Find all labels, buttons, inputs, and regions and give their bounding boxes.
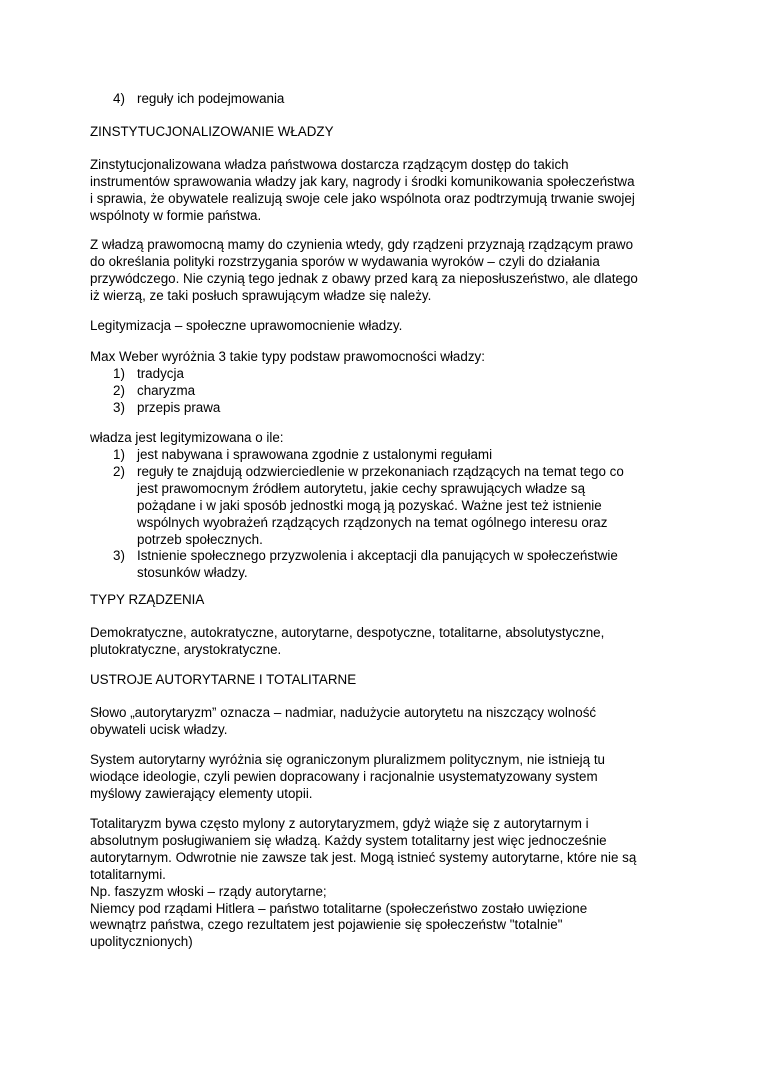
text-line: System autorytarny wyróżnia się ograniczonym pluralizmem politycznym, nie istnieją tu xyxy=(90,752,605,767)
list-text xyxy=(137,464,624,549)
text-line: wewnątrz państwa, czego rezultatem jest pojawienie się społeczeństw "totalnie" xyxy=(90,917,563,933)
paragraph-totalitaryzm xyxy=(90,816,670,951)
text-line: totalitarnymi. xyxy=(90,866,166,882)
list-number: 1) xyxy=(113,366,125,381)
text-line: i sprawia, że obywatele realizują swoje cele jako wspólnota oraz podtrzymują trwanie swojej xyxy=(90,190,635,206)
text-line: wspólnoty w formie państwa. xyxy=(90,207,262,223)
list-text: tradycja xyxy=(137,366,184,381)
text-line: Totalitaryzm bywa często mylony z autorytaryzmem, gdyż wiąże się z autorytarnym i xyxy=(90,816,589,831)
text-line: Zinstytucjonalizowana władza państwowa dostarcza rządzącym dostęp do takich xyxy=(90,157,569,172)
paragraph-instytucjonalizacja xyxy=(90,157,670,225)
weber-list xyxy=(90,366,670,417)
section-heading-ustroje: USTROJE AUTORYTARNE I TOTALITARNE xyxy=(90,672,357,687)
text-line: Z władzą prawomocną mamy do czynienia wtedy, gdy rządzeni przyznają rządzącym prawo xyxy=(90,237,634,252)
text-line: do określania polityki rozstrzygania sporów w wydawania wyroków – czyli do działania xyxy=(90,253,600,269)
text-line: jest nabywana i sprawowana zgodnie z ustalonymi regułami xyxy=(137,447,493,462)
text-line: instrumentów sprawowania władzy jak kary, nagrody i środki komunikowania społeczeństwa xyxy=(90,173,635,189)
text-line: Istnienie społecznego przyzwolenia i akceptacji dla panujących w społeczeństwie xyxy=(137,548,618,563)
text-line: Np. faszyzm włoski – rządy autorytarne; xyxy=(90,883,327,899)
text-line: Demokratyczne, autokratyczne, autorytarne, despotyczne, totalitarne, absolutystyczne, xyxy=(90,625,605,640)
list-text: charyzma xyxy=(137,383,196,398)
list-number: 3) xyxy=(113,548,125,563)
paragraph-system-autorytarny xyxy=(90,752,670,803)
text-line: Niemcy pod rządami Hitlera – państwo totalitarne (społeczeństwo zostało uwięzione xyxy=(90,900,588,916)
text-line: przywódczego. Nie czynią tego jednak z obawy przed karą za nieposłuszeństwo, ale dlatego xyxy=(90,270,638,286)
weber-intro: Max Weber wyróżnia 3 takie typy podstaw prawomocności władzy: xyxy=(90,349,485,364)
list-number: 2) xyxy=(113,464,125,479)
text-line: upolitycznionych) xyxy=(90,934,193,950)
text-line: wiodące ideologie, czyli pewien dopracowany i racjonalnie usystematyzowany system xyxy=(90,768,598,784)
section-heading-instytucjonalizacja: ZINSTYTUCJONALIZOWANIE WŁADZY xyxy=(90,124,334,139)
text-line: myślowy zawierający elementy utopii. xyxy=(90,785,313,801)
paragraph-typy-rzadzenia xyxy=(90,625,670,659)
text-line: Słowo „autorytaryzm” oznacza – nadmiar, nadużycie autorytetu na niszczący wolność xyxy=(90,705,597,720)
text-line: absolutnym posługiwaniem się władzą. Każdy system totalitarny jest więc jednocześnie xyxy=(90,832,607,848)
text-line: stosunków władzy. xyxy=(137,564,248,580)
list-text xyxy=(137,548,618,582)
list-number: 4) xyxy=(113,91,125,106)
paragraph-autorytaryzm-definicja xyxy=(90,705,670,739)
list-text xyxy=(137,447,492,464)
text-line: reguły te znajdują odzwierciedlenie w przekonaniach rządzących na temat tego co xyxy=(137,464,624,479)
section-heading-typy-rzadzenia: TYPY RZĄDZENIA xyxy=(90,592,205,607)
paragraph-wladza-prawomocna xyxy=(90,237,670,305)
text-line: iż wierzą, ze taki posłuch sprawującym władze się należy. xyxy=(90,287,432,303)
text-line: potrzeb społecznych. xyxy=(137,531,263,547)
list-text: reguły ich podejmowania xyxy=(137,91,285,106)
list-text: przepis prawa xyxy=(137,400,221,415)
legitymizacja-intro: władza jest legitymizowana o ile: xyxy=(90,430,284,445)
list-number: 2) xyxy=(113,383,125,398)
text-line: obywateli ucisk władzy. xyxy=(90,721,228,737)
paragraph-legitymizacja: Legitymizacja – społeczne uprawomocnienie władzy. xyxy=(90,318,403,333)
text-line: jest prawomocnym źródłem autorytetu, jakie cechy sprawujących władze są xyxy=(137,480,586,496)
list-number: 3) xyxy=(113,400,125,415)
list-item-4 xyxy=(90,91,670,108)
text-line: autorytarnym. Odwrotnie nie zawsze tak jest. Mogą istnieć systemy autorytarne, które nie są xyxy=(90,849,637,865)
text-line: wspólnych wyobrażeń rządzących rządzonych na temat ogólnego interesu oraz xyxy=(137,514,608,530)
text-line: plutokratyczne, arystokratyczne. xyxy=(90,641,282,657)
legitymizacja-list xyxy=(90,447,670,583)
text-line: pożądane i w jaki sposób jednostki mogą ją pozyskać. Ważne jest też istnienie xyxy=(137,497,602,513)
list-number: 1) xyxy=(113,447,125,462)
